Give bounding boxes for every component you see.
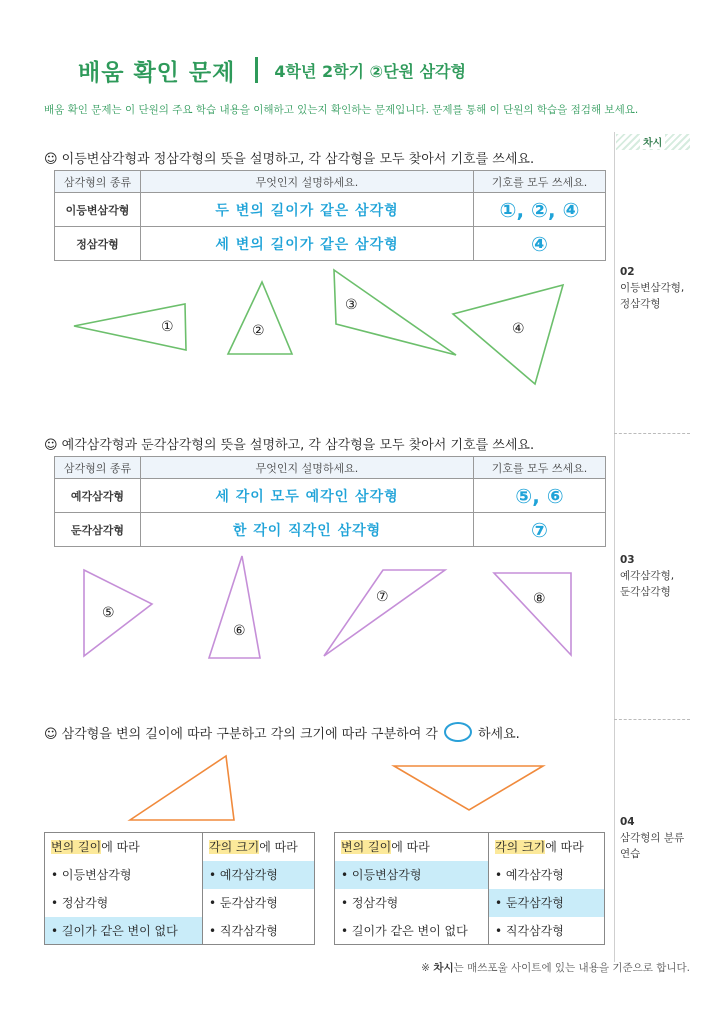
q1-row-symbols: ①, ②, ④ — [474, 193, 606, 227]
sidebar-item-num: 04 — [620, 816, 635, 828]
q1-triangles — [74, 270, 563, 384]
q2-row-answer: 한 각이 직각인 삼각형 — [141, 513, 474, 547]
triangle-2 — [228, 282, 292, 354]
triangle-4 — [453, 285, 563, 384]
triangle-3-label: ③ — [345, 297, 358, 313]
angle-option[interactable]: • 둔각삼각형 — [489, 889, 605, 917]
sidebar-item-label: 둔각삼각형 — [620, 586, 671, 598]
classify-angle-header — [203, 833, 315, 861]
q3-triangles — [130, 756, 543, 820]
page-subtitle: 4학년 2학기 ②단원 삼각형 — [274, 61, 466, 81]
sidebar-item-label: 연습 — [620, 848, 641, 860]
footnote — [421, 960, 690, 975]
triangle-5-label: ⑤ — [102, 605, 115, 621]
q1-row-symbols: ④ — [474, 227, 606, 261]
q1-row-answer: 세 변의 길이가 같은 삼각형 — [141, 227, 474, 261]
q1-row-answer: 두 변의 길이가 같은 삼각형 — [141, 193, 474, 227]
angle-option[interactable]: • 둔각삼각형 — [203, 889, 315, 917]
triangle-left — [130, 756, 234, 820]
side-option[interactable]: • 길이가 같은 변이 없다 — [335, 917, 489, 945]
sidebar-item-label: 예각삼각형, — [620, 570, 675, 582]
side-option[interactable]: • 이등변삼각형 — [335, 861, 489, 889]
q1-row-name: 정삼각형 — [55, 227, 141, 261]
sidebar-item-label: 이등변삼각형, — [620, 282, 685, 294]
q1-header-type: 삼각형의 종류 — [55, 171, 141, 193]
classify-table-left — [44, 832, 315, 945]
triangle-4-label: ④ — [512, 321, 525, 337]
angle-option[interactable]: • 예각삼각형 — [489, 861, 605, 889]
footnote-text: 는 매쓰포울 사이트에 있는 내용을 기준으로 합니다. — [453, 962, 690, 974]
classify-angle-header — [489, 833, 605, 861]
q2-header-type: 삼각형의 종류 — [55, 457, 141, 479]
triangle-6 — [209, 556, 260, 658]
classify-table-right — [334, 832, 605, 945]
triangle-8 — [494, 573, 571, 655]
classify-side-header — [335, 833, 489, 861]
side-header-text: 변의 길이에 따라 — [51, 840, 140, 855]
footnote-mark: ※ — [421, 962, 430, 974]
q2-header-symbols: 기호를 모두 쓰세요. — [474, 457, 606, 479]
angle-option[interactable]: • 직각삼각형 — [203, 917, 315, 945]
q2-triangles — [84, 556, 571, 658]
angle-header-text: 각의 크기에 따라 — [209, 840, 298, 855]
q2-row-answer: 세 각이 모두 예각인 삼각형 — [141, 479, 474, 513]
triangle-6-label: ⑥ — [233, 623, 246, 639]
question-3-text-end: 하세요. — [477, 726, 520, 742]
q1-row-name: 이등변삼각형 — [55, 193, 141, 227]
angle-header-text: 각의 크기에 따라 — [495, 840, 584, 855]
sidebar-item-num: 02 — [620, 266, 635, 278]
q1-header-desc: 무엇인지 설명하세요. — [141, 171, 474, 193]
question-2: ☺ 예각삼각형과 둔각삼각형의 뜻을 설명하고, 각 삼각형을 모두 찾아서 기호를 쓰세요. — [44, 438, 535, 453]
triangle-7-label: ⑦ — [376, 589, 389, 605]
side-option[interactable]: • 길이가 같은 변이 없다 — [45, 917, 203, 945]
sidebar-item-label: 삼각형의 분류 — [620, 832, 685, 844]
triangle-right — [394, 766, 543, 810]
angle-option[interactable]: • 예각삼각형 — [203, 861, 315, 889]
intro-text: 배움 확인 문제는 이 단원의 주요 학습 내용을 이해하고 있는지 확인하는 문제입니다. 문제를 통해 이 단원의 학습을 점검해 보세요. — [44, 104, 639, 116]
q1-header-symbols: 기호를 모두 쓰세요. — [474, 171, 606, 193]
side-option[interactable]: • 정삼각형 — [45, 889, 203, 917]
side-header-text: 변의 길이에 따라 — [341, 840, 430, 855]
sidebar-item-label: 정삼각형 — [620, 298, 661, 310]
triangle-7 — [324, 570, 445, 656]
classify-side-header — [45, 833, 203, 861]
angle-option[interactable]: • 직각삼각형 — [489, 917, 605, 945]
triangle-2-label: ② — [252, 323, 265, 339]
q2-row-symbols: ⑤, ⑥ — [474, 479, 606, 513]
question-1: ☺ 이등변삼각형과 정삼각형의 뜻을 설명하고, 각 삼각형을 모두 찾아서 기호를 쓰세요. — [44, 152, 535, 167]
sidebar-heading-label: 차시 — [640, 134, 665, 149]
page-title: 배움 확인 문제 — [78, 59, 236, 86]
q2-row-symbols: ⑦ — [474, 513, 606, 547]
q2-row-name: 예각삼각형 — [55, 479, 141, 513]
sidebar-item-num: 03 — [620, 554, 635, 566]
triangle-1-label: ① — [161, 319, 174, 335]
side-option[interactable]: • 정삼각형 — [335, 889, 489, 917]
triangle-8-label: ⑧ — [533, 591, 546, 607]
q2-header-desc: 무엇인지 설명하세요. — [141, 457, 474, 479]
side-option[interactable]: • 이등변삼각형 — [45, 861, 203, 889]
q2-row-name: 둔각삼각형 — [55, 513, 141, 547]
triangle-5 — [84, 570, 152, 656]
footnote-bold: 차시 — [433, 962, 454, 974]
question-3-text: ☺ 삼각형을 변의 길이에 따라 구분하고 각의 크기에 따라 구분하여 각 — [44, 726, 438, 742]
